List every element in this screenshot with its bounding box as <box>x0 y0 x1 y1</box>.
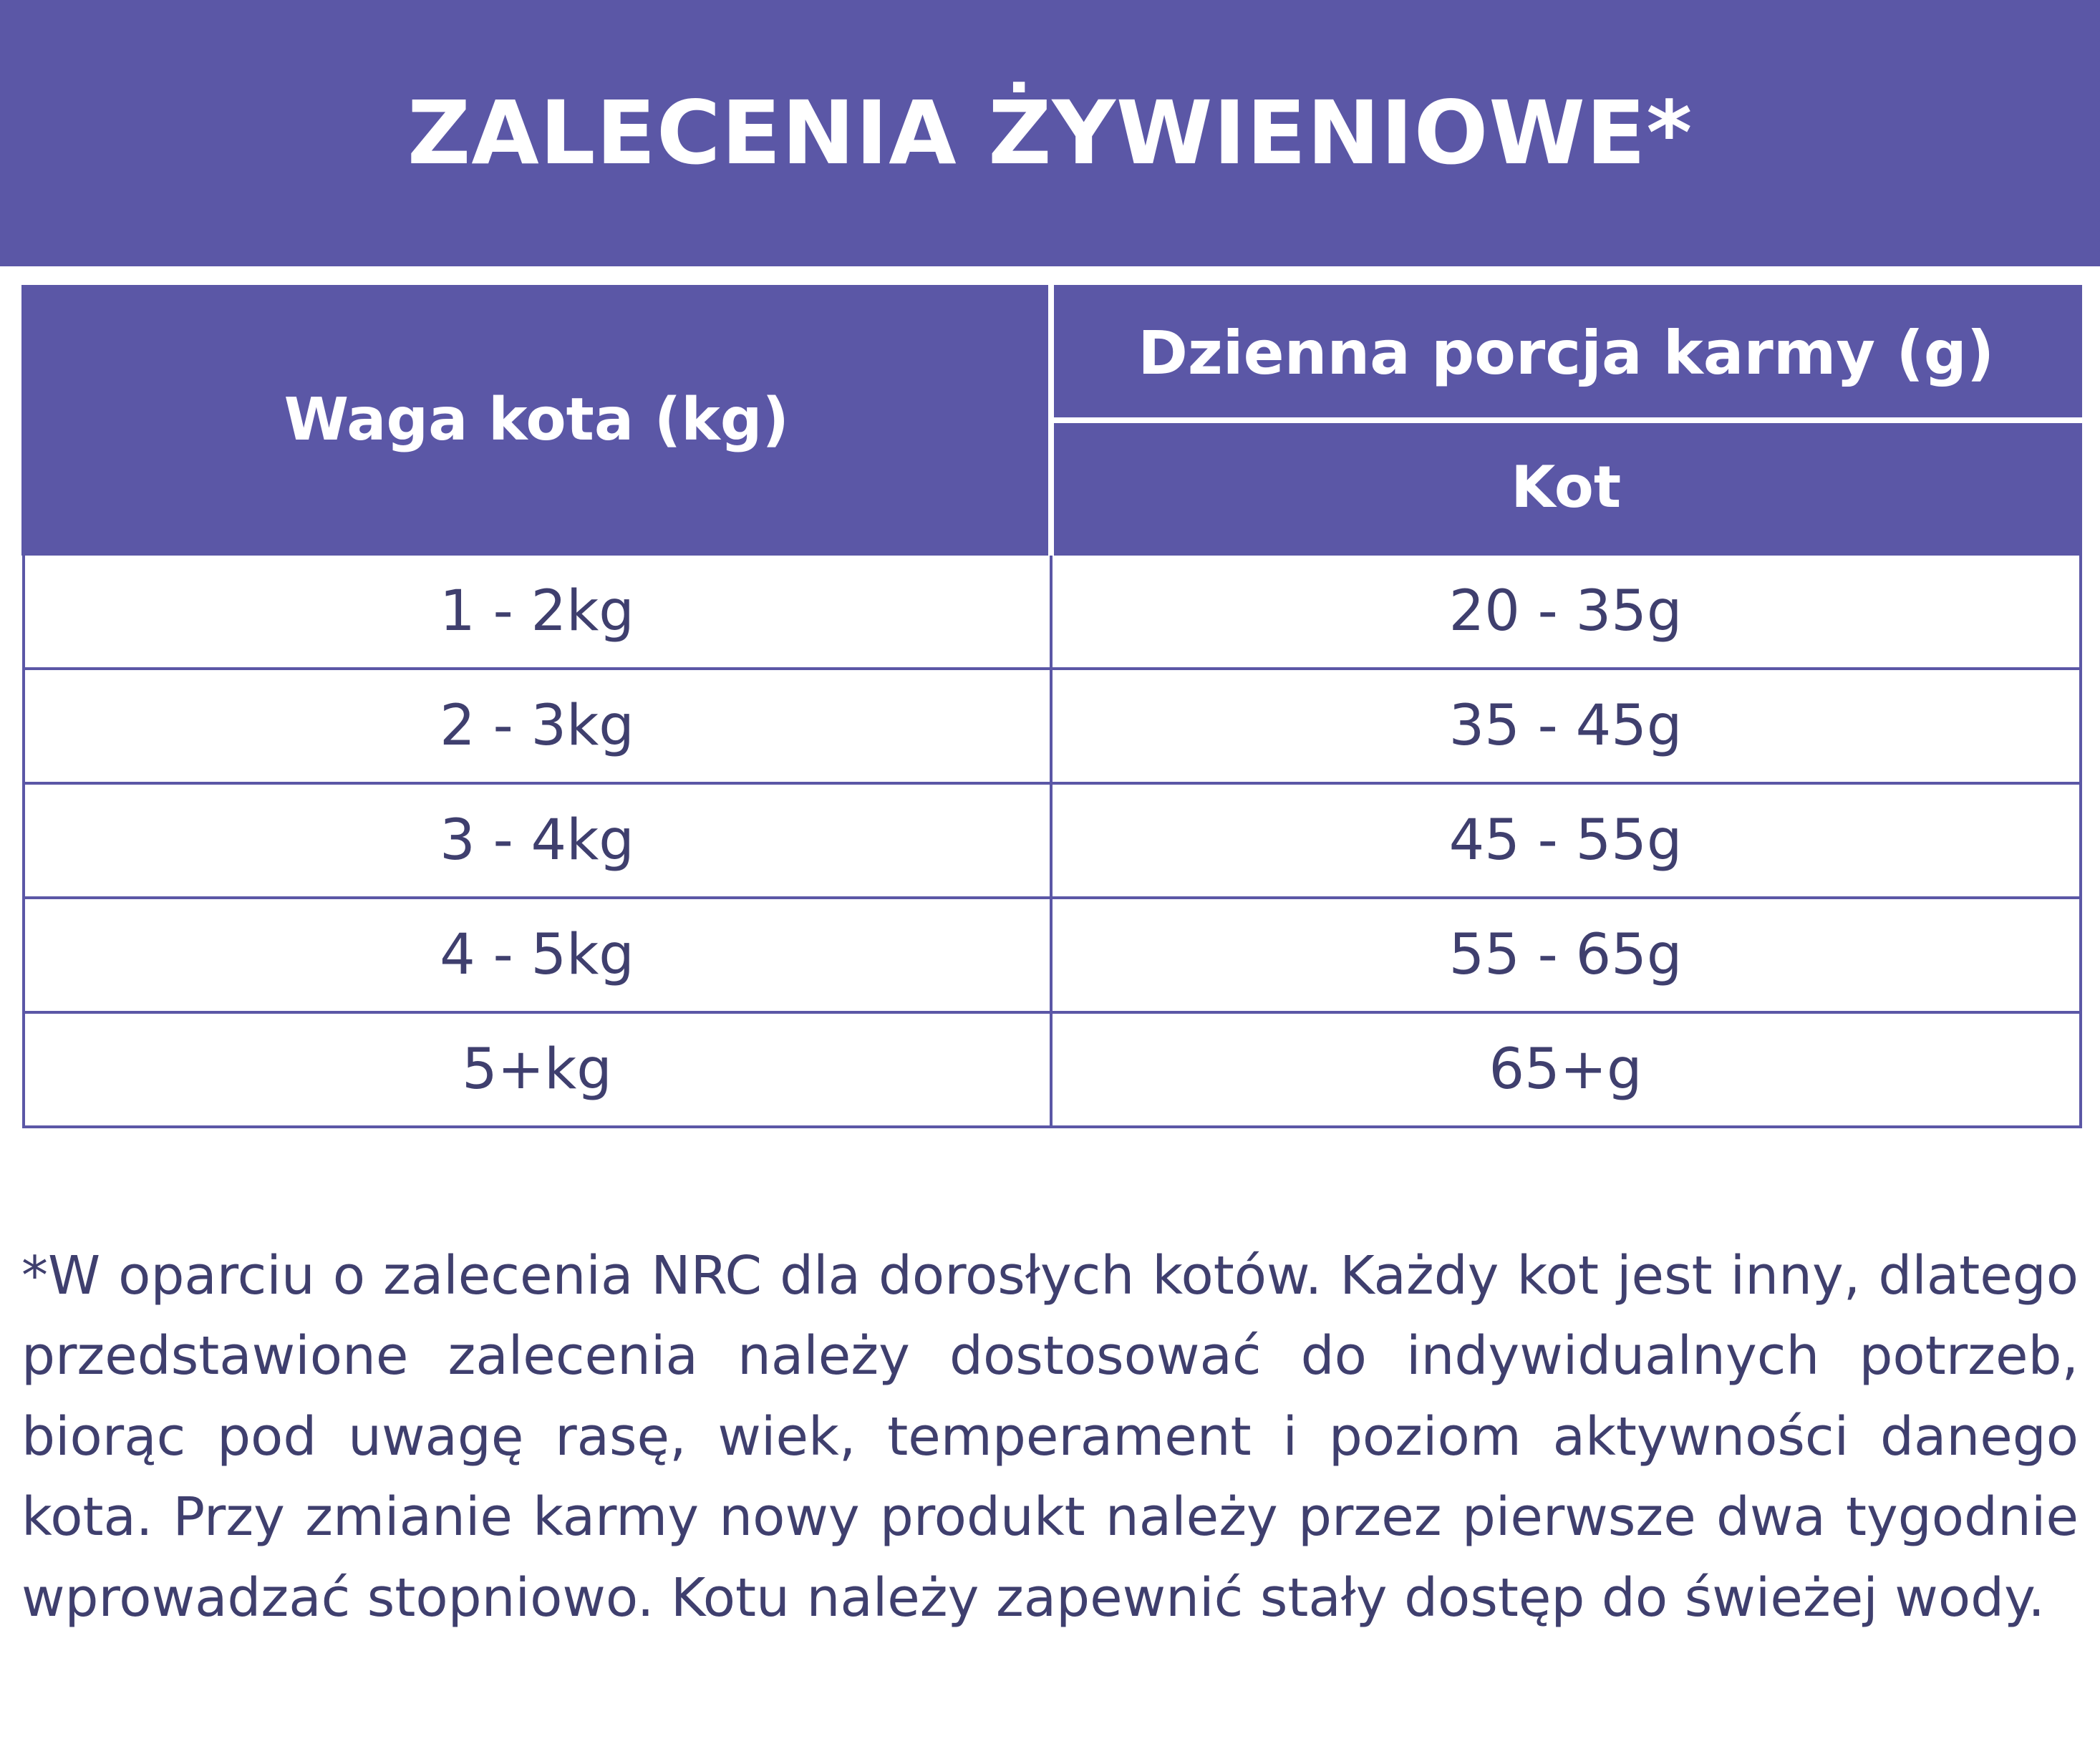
cell-weight: 3 - 4kg <box>24 783 1051 898</box>
column-header-portion: Dzienna porcja karmy (g) <box>1051 287 2081 421</box>
feeding-table-wrapper <box>21 285 2079 1128</box>
page-title: ZALECENIA ŻYWIENIOWE* <box>407 82 1693 184</box>
cell-weight: 1 - 2kg <box>24 554 1051 669</box>
cell-weight: 4 - 5kg <box>24 898 1051 1012</box>
table-row <box>24 898 2081 1012</box>
cell-weight: 5+kg <box>24 1012 1051 1127</box>
cell-portion: 55 - 65g <box>1051 898 2081 1012</box>
table-row <box>24 554 2081 669</box>
cell-weight: 2 - 3kg <box>24 669 1051 783</box>
table-row <box>24 783 2081 898</box>
footnote-text: *W oparciu o zalecenia NRC dla dorosłych kotów. Każdy kot jest inny, dlatego przedstawione zalecenia należy dostosować do indywidualnych potrzeb, biorąc pod uwagę rasę, wiek, temperament i poziom aktywności danego kota. Przy zmianie karmy nowy produkt należy przez pierwsze dwa tygodnie wprowadzać stopniowo. Kotu należy zapewnić stały dostęp do świeżej wody. <box>21 1245 2079 1629</box>
title-banner <box>0 0 2100 266</box>
cell-portion: 65+g <box>1051 1012 2081 1127</box>
cell-portion: 45 - 55g <box>1051 783 2081 898</box>
feeding-table <box>21 285 2082 1128</box>
table-header-row <box>24 287 2081 421</box>
cell-portion: 20 - 35g <box>1051 554 2081 669</box>
table-row <box>24 669 2081 783</box>
cell-portion: 35 - 45g <box>1051 669 2081 783</box>
table-row <box>24 1012 2081 1127</box>
column-header-weight: Waga kota (kg) <box>24 287 1051 554</box>
column-subheader-cat: Kot <box>1051 420 2081 554</box>
